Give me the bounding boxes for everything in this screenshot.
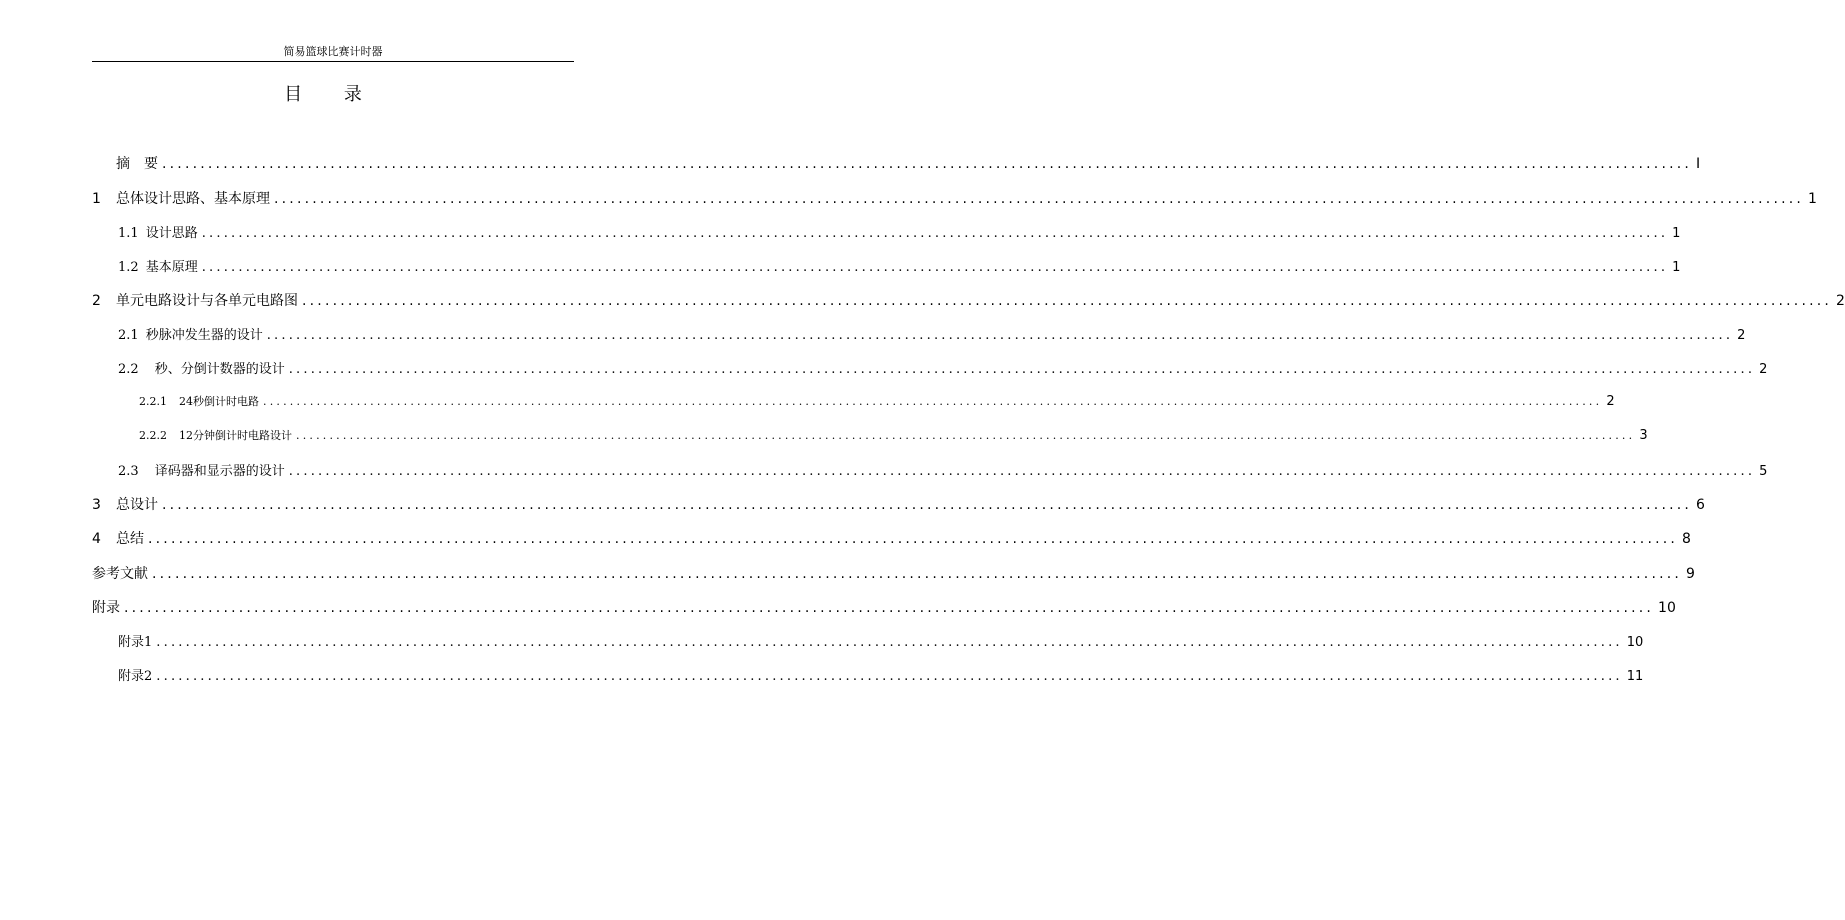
toc-dot-leader: ........................................................................................................................................................................................................ bbox=[263, 395, 1603, 408]
toc-dot-leader: ........................................................................................................................................................................................................ bbox=[156, 669, 1623, 684]
toc-entry-section-2-2-1[interactable] bbox=[139, 393, 1615, 413]
toc-entry-title: 单元电路设计与各单元电路图 bbox=[116, 293, 298, 309]
toc-entry-page: 11 bbox=[1626, 669, 1644, 684]
toc-entry-section-1-1[interactable] bbox=[118, 222, 1681, 242]
toc-entry-title: 附录 bbox=[92, 600, 120, 616]
toc-entry-page: I bbox=[1696, 156, 1701, 172]
toc-dot-leader: ........................................................................................................................................................................................................ bbox=[201, 226, 1669, 241]
toc-entry-page: 2 bbox=[1737, 328, 1746, 343]
toc-dot-leader: ........................................................................................................................................................................................................ bbox=[124, 600, 1655, 616]
toc-entry-number: 2.2.1 bbox=[139, 395, 167, 408]
toc-dot-leader: ........................................................................................................................................................................................................ bbox=[296, 429, 1636, 442]
toc-entry-title: 附录2 bbox=[118, 669, 153, 684]
toc-entry-appendix-2[interactable] bbox=[118, 665, 1644, 685]
toc-dot-leader: ........................................................................................................................................................................................................ bbox=[156, 635, 1623, 650]
toc-entry-page: 5 bbox=[1759, 464, 1768, 479]
toc-entry-title: 24秒倒计时电路 bbox=[179, 395, 259, 408]
toc-entry-section-2-2-2[interactable] bbox=[139, 427, 1648, 447]
toc-entry-page: 10 bbox=[1658, 600, 1676, 616]
toc-entry-abstract[interactable] bbox=[92, 153, 1701, 173]
toc-entry-page: 2 bbox=[1606, 394, 1615, 409]
toc-dot-leader: ........................................................................................................................................................................................................ bbox=[302, 293, 1833, 309]
toc-dot-leader: ........................................................................................................................................................................................................ bbox=[266, 328, 1734, 343]
toc-entry-number: 1.2 bbox=[118, 260, 139, 275]
toc-entry-title: 基本原理 bbox=[145, 260, 198, 275]
toc-entry-number: 1 bbox=[92, 191, 101, 207]
toc-entry-title: 摘 要 bbox=[116, 156, 158, 172]
toc-entry-chapter-2[interactable] bbox=[92, 290, 1845, 310]
toc-entry-title: 总结 bbox=[116, 531, 144, 547]
toc-entry-number: 2.3 bbox=[118, 464, 139, 479]
toc-dot-leader: ........................................................................................................................................................................................................ bbox=[288, 464, 1756, 479]
toc-entry-section-2-3[interactable] bbox=[118, 460, 1768, 480]
toc-dot-leader: ........................................................................................................................................................................................................ bbox=[162, 156, 1693, 172]
toc-entry-number: 2.2.2 bbox=[139, 429, 167, 442]
running-header: 简易篮球比赛计时器 bbox=[283, 45, 383, 58]
toc-entry-number: 2.2 bbox=[118, 362, 139, 377]
toc-title: 目 录 bbox=[284, 84, 380, 105]
toc-entry-page: 2 bbox=[1836, 293, 1845, 309]
toc-entry-chapter-4[interactable] bbox=[92, 528, 1691, 548]
toc-entry-title: 译码器和显示器的设计 bbox=[154, 464, 285, 479]
toc-entry-title: 参考文献 bbox=[92, 566, 148, 582]
toc-entry-chapter-1[interactable] bbox=[92, 188, 1817, 208]
toc-entry-page: 9 bbox=[1686, 566, 1695, 582]
toc-entry-page: 8 bbox=[1682, 531, 1691, 547]
toc-entry-title: 附录1 bbox=[118, 635, 153, 650]
toc-dot-leader: ........................................................................................................................................................................................................ bbox=[162, 497, 1693, 513]
toc-entry-appendix[interactable] bbox=[92, 597, 1676, 617]
toc-entry-page: 2 bbox=[1759, 362, 1768, 377]
toc-entry-page: 1 bbox=[1672, 260, 1681, 275]
toc-entry-title: 秒脉冲发生器的设计 bbox=[145, 328, 263, 343]
toc-entry-number: 1.1 bbox=[118, 226, 139, 241]
toc-entry-number: 4 bbox=[92, 531, 101, 547]
toc-entry-title: 设计思路 bbox=[145, 226, 198, 241]
toc-entry-chapter-3[interactable] bbox=[92, 494, 1705, 514]
toc-entry-title: 12分钟倒计时电路设计 bbox=[179, 429, 292, 442]
toc-entry-page: 10 bbox=[1626, 635, 1644, 650]
toc-entry-title: 总设计 bbox=[116, 497, 158, 513]
toc-dot-leader: ........................................................................................................................................................................................................ bbox=[288, 362, 1756, 377]
toc-entry-page: 6 bbox=[1696, 497, 1705, 513]
toc-entry-page: 3 bbox=[1639, 428, 1648, 443]
toc-dot-leader: ........................................................................................................................................................................................................ bbox=[201, 260, 1669, 275]
toc-dot-leader: ........................................................................................................................................................................................................ bbox=[152, 566, 1683, 582]
toc-entry-number: 2.1 bbox=[118, 328, 139, 343]
toc-entry-title: 总体设计思路、基本原理 bbox=[116, 191, 270, 207]
toc-dot-leader: ........................................................................................................................................................................................................ bbox=[274, 191, 1805, 207]
toc-entry-number: 2 bbox=[92, 293, 101, 309]
toc-entry-references[interactable] bbox=[92, 563, 1695, 583]
toc-entry-page: 1 bbox=[1672, 226, 1681, 241]
toc-entry-appendix-1[interactable] bbox=[118, 631, 1644, 651]
toc-entry-number: 3 bbox=[92, 497, 101, 513]
toc-entry-section-1-2[interactable] bbox=[118, 256, 1681, 276]
toc-entry-page: 1 bbox=[1808, 191, 1817, 207]
toc-dot-leader: ........................................................................................................................................................................................................ bbox=[148, 531, 1679, 547]
toc-entry-title: 秒、分倒计数器的设计 bbox=[154, 362, 285, 377]
toc-entry-section-2-2[interactable] bbox=[118, 358, 1768, 378]
toc-entry-section-2-1[interactable] bbox=[118, 324, 1746, 344]
